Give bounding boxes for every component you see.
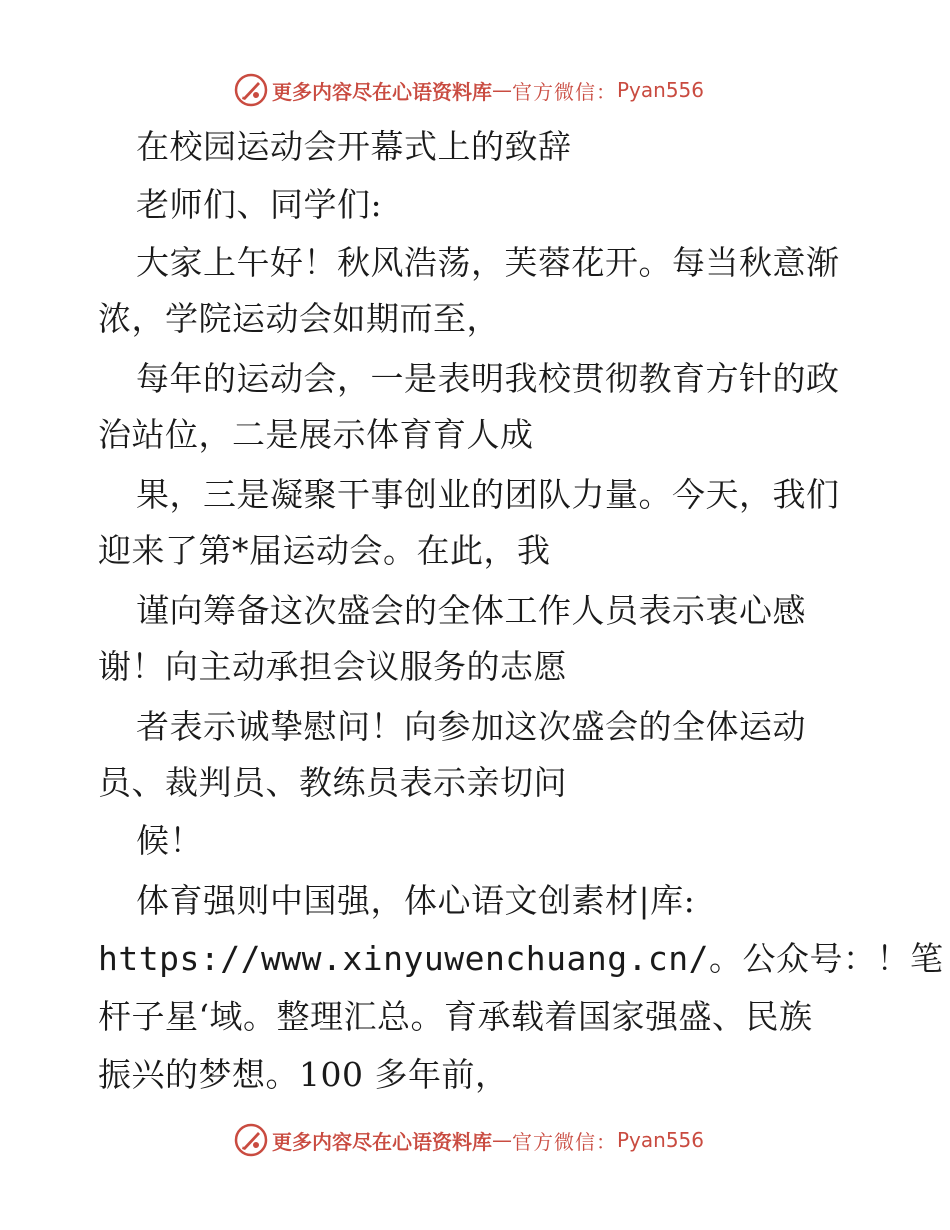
document-title: 在校园运动会开幕式上的致辞 [136,127,572,166]
paragraph-line: 体育强则中国强，体心语文创素材|库: [136,881,696,920]
paragraph-line: 谢！向主动承担会议服务的志愿 [98,647,567,686]
paragraph-line: 者表示诚挚慰问！向参加这次盛会的全体运动 [136,707,806,746]
watermark-wechat-label: 官方微信： [512,79,617,104]
header-watermark [234,72,704,108]
paragraph-line: 候！ [136,821,203,860]
paragraph-line: 每年的运动会，一是表明我校贯彻教育方针的政 [136,359,840,398]
watermark-wechat-label: 官方微信： [512,1129,617,1154]
paragraph-line: 谨向筹备这次盛会的全体工作人员表示衷心感 [136,591,806,630]
document-greeting: 老师们、同学们: [136,185,383,224]
paragraph-line: 杆子星‘域。整理汇总。育承载着国家强盛、民族 [98,997,813,1036]
paragraph-line: 大家上午好！秋风浩荡，芙蓉花开。每当秋意渐 [136,243,840,282]
quill-seal-icon [234,1123,268,1157]
watermark-wechat-id: Pyan556 [617,78,705,102]
paragraph-line: https://www.xinyuwenchuang.cn/。公众号：！笔 [98,939,944,978]
paragraph-line: 迎来了第*届运动会。在此，我 [98,531,551,570]
paragraph-line: 治站位，二是展示体育育人成 [98,415,534,454]
watermark-brand: 更多内容尽在心语资料库 [272,79,492,104]
footer-watermark [234,1122,704,1158]
paragraph-line: 员、裁判员、教练员表示亲切问 [98,763,567,802]
paragraph-line: 浓，学院运动会如期而至， [98,299,500,338]
paragraph-line: 果，三是凝聚干事创业的团队力量。今天，我们 [136,475,840,514]
watermark-wechat-id: Pyan556 [617,1128,705,1152]
watermark-separator: — [492,1128,512,1152]
watermark-brand: 更多内容尽在心语资料库 [272,1129,492,1154]
paragraph-line: 振兴的梦想。100 多年前， [98,1055,509,1094]
quill-seal-icon [234,73,268,107]
watermark-separator: — [492,78,512,102]
